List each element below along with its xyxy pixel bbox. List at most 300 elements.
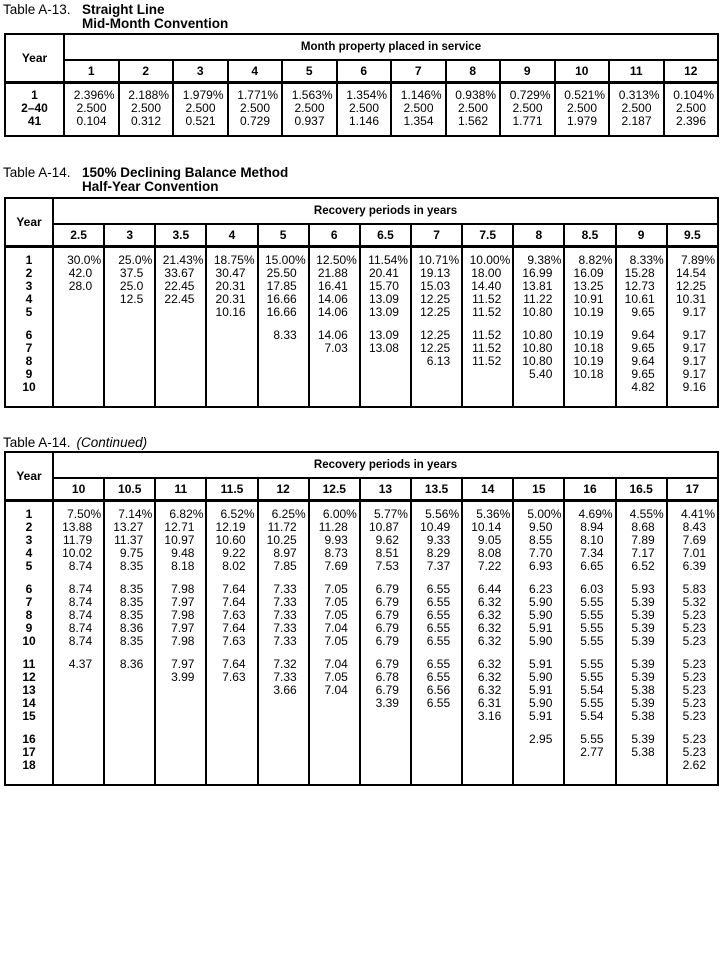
value-cell xyxy=(258,368,309,381)
value-cell: 19.13 xyxy=(411,267,462,280)
value-cell: 7.64 xyxy=(206,596,257,609)
year-label: 1 xyxy=(5,500,53,521)
value-cell: 5.23 xyxy=(667,622,718,635)
table-a13-title xyxy=(82,3,228,31)
value-cell: 6.52 xyxy=(616,560,667,573)
value-cell xyxy=(155,342,206,355)
column-header: 13.5 xyxy=(411,478,462,500)
value-cell xyxy=(360,368,411,381)
table-a14-body xyxy=(5,246,718,407)
table-row xyxy=(5,746,718,759)
table-row xyxy=(5,319,718,342)
table-row xyxy=(5,381,718,407)
value-cell xyxy=(513,381,564,407)
value-cell: 12.25 xyxy=(411,319,462,342)
value-cell: 5.32 xyxy=(667,596,718,609)
value-cell xyxy=(513,746,564,759)
value-cell: 5.56% xyxy=(411,500,462,521)
year-label: 15 xyxy=(5,710,53,723)
column-header: 16 xyxy=(564,478,615,500)
value-cell: 8.51 xyxy=(360,547,411,560)
value-cell: 7.33 xyxy=(258,573,309,596)
column-header: 7 xyxy=(391,60,446,82)
table-row xyxy=(5,622,718,635)
value-cell: 10.31 xyxy=(667,293,718,306)
value-cell xyxy=(155,381,206,407)
column-header: 5 xyxy=(282,60,337,82)
value-cell: 13.27 xyxy=(104,521,155,534)
value-cell xyxy=(309,759,360,785)
value-cell: 5.23 xyxy=(667,684,718,697)
value-cell: 5.39 xyxy=(616,609,667,622)
year-label: 10 xyxy=(5,635,53,648)
value-cell: 8.74 xyxy=(53,573,104,596)
table-a13-header xyxy=(5,34,718,82)
value-cell xyxy=(104,368,155,381)
value-cell xyxy=(206,746,257,759)
value-cell: 8.35 xyxy=(104,635,155,648)
column-header: 3 xyxy=(173,60,228,82)
value-cell: 5.39 xyxy=(616,671,667,684)
value-cell: 16.09 xyxy=(564,267,615,280)
value-cell: 6.55 xyxy=(411,648,462,671)
value-cell xyxy=(53,319,104,342)
year-label: 5 xyxy=(5,560,53,573)
value-cell: 9.33 xyxy=(411,534,462,547)
year-label: 16 xyxy=(5,723,53,746)
table-a14-title xyxy=(82,166,288,194)
value-cell: 16.99 xyxy=(513,267,564,280)
value-cell: 7.64 xyxy=(206,648,257,671)
value-cell: 6.32 xyxy=(462,596,513,609)
value-cell xyxy=(155,723,206,746)
value-cell: 7.33 xyxy=(258,596,309,609)
value-cell xyxy=(206,697,257,710)
value-cell: 5.83 xyxy=(667,573,718,596)
column-header: 7.5 xyxy=(462,224,513,246)
value-cell: 4.37 xyxy=(53,648,104,671)
value-cell: 7.34 xyxy=(564,547,615,560)
column-header: 8 xyxy=(513,224,564,246)
value-cell: 5.55 xyxy=(564,723,615,746)
value-cell: 6.79 xyxy=(360,684,411,697)
value-cell: 9.48 xyxy=(155,547,206,560)
year-label: 4 xyxy=(5,547,53,560)
column-header: 8.5 xyxy=(564,224,615,246)
value-cell: 15.70 xyxy=(360,280,411,293)
value-cell: 10.49 xyxy=(411,521,462,534)
value-cell: 7.64 xyxy=(206,622,257,635)
value-cell: 16.41 xyxy=(309,280,360,293)
column-header: 6 xyxy=(337,60,392,82)
value-cell xyxy=(53,710,104,723)
value-cell: 6.55 xyxy=(411,573,462,596)
value-cell: 10.02 xyxy=(53,547,104,560)
value-cell xyxy=(564,381,615,407)
value-cell xyxy=(462,723,513,746)
value-cell: 11.52 xyxy=(462,342,513,355)
value-cell xyxy=(462,746,513,759)
value-cell: 6.55 xyxy=(411,609,462,622)
column-header: 11 xyxy=(155,478,206,500)
value-cell xyxy=(564,759,615,785)
value-cell: 7.97 xyxy=(155,596,206,609)
value-cell xyxy=(155,684,206,697)
value-cell: 12.5 xyxy=(104,293,155,306)
value-cell: 14.06 xyxy=(309,306,360,319)
year-label: 8 xyxy=(5,355,53,368)
value-cell: 14.06 xyxy=(309,319,360,342)
value-cell: 1.979 xyxy=(555,115,610,136)
year-label: 2–40 xyxy=(5,102,64,115)
value-cell xyxy=(462,759,513,785)
table-a13 xyxy=(4,33,719,137)
table-a13-title-line2: Mid-Month Convention xyxy=(82,16,229,31)
table-row xyxy=(5,280,718,293)
value-cell xyxy=(155,759,206,785)
value-cell: 1.146 xyxy=(337,115,392,136)
value-cell: 7.53 xyxy=(360,560,411,573)
value-cell xyxy=(53,759,104,785)
value-cell: 0.312 xyxy=(119,115,174,136)
year-label: 5 xyxy=(5,306,53,319)
table-row xyxy=(5,759,718,785)
value-cell: 2.187 xyxy=(609,115,664,136)
year-label: 7 xyxy=(5,596,53,609)
value-cell: 6.55 xyxy=(411,622,462,635)
table-row xyxy=(5,609,718,622)
table-row xyxy=(5,723,718,746)
value-cell: 5.55 xyxy=(564,596,615,609)
value-cell xyxy=(53,293,104,306)
value-cell: 8.02 xyxy=(206,560,257,573)
table-row xyxy=(5,115,718,136)
value-cell xyxy=(104,710,155,723)
value-cell: 7.89 xyxy=(616,534,667,547)
value-cell: 5.91 xyxy=(513,622,564,635)
value-cell: 25.0 xyxy=(104,280,155,293)
value-cell xyxy=(155,368,206,381)
value-cell: 7.05 xyxy=(309,596,360,609)
value-cell xyxy=(104,381,155,407)
value-cell xyxy=(258,342,309,355)
value-cell: 20.31 xyxy=(206,280,257,293)
value-cell: 11.52 xyxy=(462,293,513,306)
value-cell: 7.64 xyxy=(206,573,257,596)
table-a14-title-line1: 150% Declining Balance Method xyxy=(82,165,289,180)
value-cell xyxy=(53,723,104,746)
header-row xyxy=(5,198,718,224)
year-label: 18 xyxy=(5,759,53,785)
value-cell: 12.25 xyxy=(411,342,462,355)
value-cell: 6.79 xyxy=(360,573,411,596)
table-a13-heading xyxy=(3,3,228,31)
value-cell: 6.78 xyxy=(360,671,411,684)
value-cell xyxy=(53,355,104,368)
column-header: 4 xyxy=(206,224,257,246)
value-cell: 7.33 xyxy=(258,671,309,684)
value-cell: 5.55 xyxy=(564,648,615,671)
value-cell xyxy=(309,710,360,723)
value-cell: 3.16 xyxy=(462,710,513,723)
value-cell: 8.36 xyxy=(104,648,155,671)
value-cell: 8.55 xyxy=(513,534,564,547)
value-cell: 7.32 xyxy=(258,648,309,671)
column-header: 3 xyxy=(104,224,155,246)
value-cell xyxy=(53,746,104,759)
value-cell: 10.97 xyxy=(155,534,206,547)
table-a14-continued xyxy=(4,451,719,786)
value-cell: 12.25 xyxy=(411,293,462,306)
value-cell: 3.99 xyxy=(155,671,206,684)
value-cell xyxy=(360,746,411,759)
value-cell: 7.05 xyxy=(309,671,360,684)
value-cell: 0.104% xyxy=(664,82,719,102)
value-cell: 6.32 xyxy=(462,648,513,671)
value-cell: 5.90 xyxy=(513,635,564,648)
value-cell: 8.74 xyxy=(53,609,104,622)
value-cell: 7.69 xyxy=(667,534,718,547)
value-cell: 7.98 xyxy=(155,573,206,596)
value-cell xyxy=(258,355,309,368)
value-cell: 9.17 xyxy=(667,342,718,355)
value-cell xyxy=(206,759,257,785)
value-cell: 5.39 xyxy=(616,596,667,609)
value-cell xyxy=(411,746,462,759)
value-cell: 10.18 xyxy=(564,342,615,355)
value-cell: 5.36% xyxy=(462,500,513,521)
column-header: 11.5 xyxy=(206,478,257,500)
value-cell xyxy=(462,368,513,381)
value-cell xyxy=(155,306,206,319)
year-label: 17 xyxy=(5,746,53,759)
value-cell: 7.63 xyxy=(206,671,257,684)
value-cell: 2.500 xyxy=(173,102,228,115)
value-cell: 1.563% xyxy=(282,82,337,102)
column-header: 9 xyxy=(616,224,667,246)
table-a14-continued-header xyxy=(5,452,718,500)
column-header: 2.5 xyxy=(53,224,104,246)
value-cell: 7.01 xyxy=(667,547,718,560)
value-cell: 7.04 xyxy=(309,648,360,671)
value-cell xyxy=(206,684,257,697)
value-cell: 5.55 xyxy=(564,697,615,710)
value-cell xyxy=(104,723,155,746)
value-cell: 9.65 xyxy=(616,306,667,319)
value-cell: 6.31 xyxy=(462,697,513,710)
value-cell: 9.65 xyxy=(616,368,667,381)
value-cell xyxy=(360,759,411,785)
value-cell: 11.52 xyxy=(462,319,513,342)
table-row xyxy=(5,697,718,710)
value-cell: 6.79 xyxy=(360,635,411,648)
value-cell: 9.62 xyxy=(360,534,411,547)
value-cell: 6.65 xyxy=(564,560,615,573)
year-label: 14 xyxy=(5,697,53,710)
value-cell: 8.74 xyxy=(53,596,104,609)
value-cell: 9.17 xyxy=(667,306,718,319)
year-label: 8 xyxy=(5,609,53,622)
value-cell: 8.68 xyxy=(616,521,667,534)
value-cell xyxy=(258,697,309,710)
value-cell xyxy=(155,319,206,342)
value-cell: 7.33 xyxy=(258,635,309,648)
value-cell: 1.146% xyxy=(391,82,446,102)
value-cell xyxy=(360,381,411,407)
column-header: 10 xyxy=(53,478,104,500)
column-header: 13 xyxy=(360,478,411,500)
header-row xyxy=(5,452,718,478)
value-cell xyxy=(206,710,257,723)
column-header: 11 xyxy=(609,60,664,82)
value-cell: 5.90 xyxy=(513,671,564,684)
value-cell: 10.91 xyxy=(564,293,615,306)
value-cell: 7.33 xyxy=(258,609,309,622)
value-cell: 2.95 xyxy=(513,723,564,746)
value-cell: 6.56 xyxy=(411,684,462,697)
value-cell: 2.500 xyxy=(391,102,446,115)
value-cell: 9.17 xyxy=(667,355,718,368)
value-cell: 13.09 xyxy=(360,306,411,319)
table-row xyxy=(5,102,718,115)
value-cell: 5.38 xyxy=(616,746,667,759)
value-cell xyxy=(206,723,257,746)
value-cell: 2.396% xyxy=(64,82,119,102)
value-cell xyxy=(258,381,309,407)
value-cell: 1.562 xyxy=(446,115,501,136)
value-cell: 8.18 xyxy=(155,560,206,573)
value-cell: 21.43% xyxy=(155,246,206,267)
year-label: 2 xyxy=(5,521,53,534)
table-a14-continued-heading xyxy=(3,436,147,450)
value-cell: 10.87 xyxy=(360,521,411,534)
value-cell: 1.979% xyxy=(173,82,228,102)
value-cell: 5.39 xyxy=(616,635,667,648)
value-cell: 5.23 xyxy=(667,723,718,746)
value-cell xyxy=(104,746,155,759)
value-cell: 5.39 xyxy=(616,723,667,746)
value-cell: 6.32 xyxy=(462,635,513,648)
value-cell: 2.188% xyxy=(119,82,174,102)
value-cell: 9.65 xyxy=(616,342,667,355)
value-cell xyxy=(104,306,155,319)
table-row xyxy=(5,293,718,306)
value-cell: 7.89% xyxy=(667,246,718,267)
column-header: 15 xyxy=(513,478,564,500)
value-cell: 7.04 xyxy=(309,684,360,697)
year-label: 1 xyxy=(5,246,53,267)
year-label: 2 xyxy=(5,267,53,280)
value-cell: 8.35 xyxy=(104,596,155,609)
column-header-row xyxy=(5,478,718,500)
year-column-header: Year xyxy=(5,452,53,500)
value-cell: 5.54 xyxy=(564,710,615,723)
year-label: 41 xyxy=(5,115,64,136)
year-label: 12 xyxy=(5,671,53,684)
table-a14-title-line2: Half-Year Convention xyxy=(82,179,219,194)
value-cell: 6.55 xyxy=(411,671,462,684)
value-cell: 7.63 xyxy=(206,609,257,622)
value-cell xyxy=(53,697,104,710)
value-cell: 5.23 xyxy=(667,671,718,684)
year-label: 1 xyxy=(5,82,64,102)
value-cell: 7.37 xyxy=(411,560,462,573)
value-cell: 6.79 xyxy=(360,596,411,609)
value-cell: 6.23 xyxy=(513,573,564,596)
table-row xyxy=(5,246,718,267)
value-cell: 8.94 xyxy=(564,521,615,534)
value-cell: 4.41% xyxy=(667,500,718,521)
value-cell: 6.32 xyxy=(462,622,513,635)
value-cell xyxy=(258,746,309,759)
value-cell: 5.91 xyxy=(513,648,564,671)
column-header: 14 xyxy=(462,478,513,500)
table-a14-heading xyxy=(3,166,288,194)
value-cell: 15.03 xyxy=(411,280,462,293)
value-cell: 0.521 xyxy=(173,115,228,136)
value-cell: 7.70 xyxy=(513,547,564,560)
year-label: 3 xyxy=(5,280,53,293)
value-cell xyxy=(411,759,462,785)
column-header: 3.5 xyxy=(155,224,206,246)
value-cell: 5.90 xyxy=(513,609,564,622)
value-cell: 5.54 xyxy=(564,684,615,697)
value-cell: 7.69 xyxy=(309,560,360,573)
value-cell: 10.14 xyxy=(462,521,513,534)
value-cell: 3.39 xyxy=(360,697,411,710)
value-cell xyxy=(104,342,155,355)
value-cell: 15.28 xyxy=(616,267,667,280)
value-cell: 10.80 xyxy=(513,355,564,368)
value-cell xyxy=(104,697,155,710)
value-cell: 7.14% xyxy=(104,500,155,521)
value-cell: 2.500 xyxy=(337,102,392,115)
value-cell: 6.32 xyxy=(462,684,513,697)
value-cell: 7.05 xyxy=(309,635,360,648)
value-cell: 9.17 xyxy=(667,368,718,381)
value-cell xyxy=(104,355,155,368)
value-cell: 10.80 xyxy=(513,342,564,355)
value-cell: 5.55 xyxy=(564,671,615,684)
value-cell: 10.25 xyxy=(258,534,309,547)
value-cell xyxy=(360,355,411,368)
value-cell: 5.38 xyxy=(616,684,667,697)
value-cell: 6.93 xyxy=(513,560,564,573)
value-cell: 5.23 xyxy=(667,746,718,759)
value-cell: 7.22 xyxy=(462,560,513,573)
value-cell: 5.23 xyxy=(667,609,718,622)
column-header: 9 xyxy=(500,60,555,82)
value-cell: 2.77 xyxy=(564,746,615,759)
column-header-row xyxy=(5,60,718,82)
table-a14-continued-body xyxy=(5,500,718,785)
value-cell xyxy=(206,368,257,381)
value-cell: 7.17 xyxy=(616,547,667,560)
value-cell xyxy=(309,697,360,710)
value-cell: 25.50 xyxy=(258,267,309,280)
value-cell: 14.40 xyxy=(462,280,513,293)
value-cell: 5.90 xyxy=(513,596,564,609)
value-cell: 9.05 xyxy=(462,534,513,547)
value-cell xyxy=(206,319,257,342)
value-cell: 6.44 xyxy=(462,573,513,596)
value-cell: 5.55 xyxy=(564,635,615,648)
value-cell: 17.85 xyxy=(258,280,309,293)
value-cell: 1.771 xyxy=(500,115,555,136)
value-cell: 7.50% xyxy=(53,500,104,521)
value-cell xyxy=(411,368,462,381)
value-cell xyxy=(53,342,104,355)
